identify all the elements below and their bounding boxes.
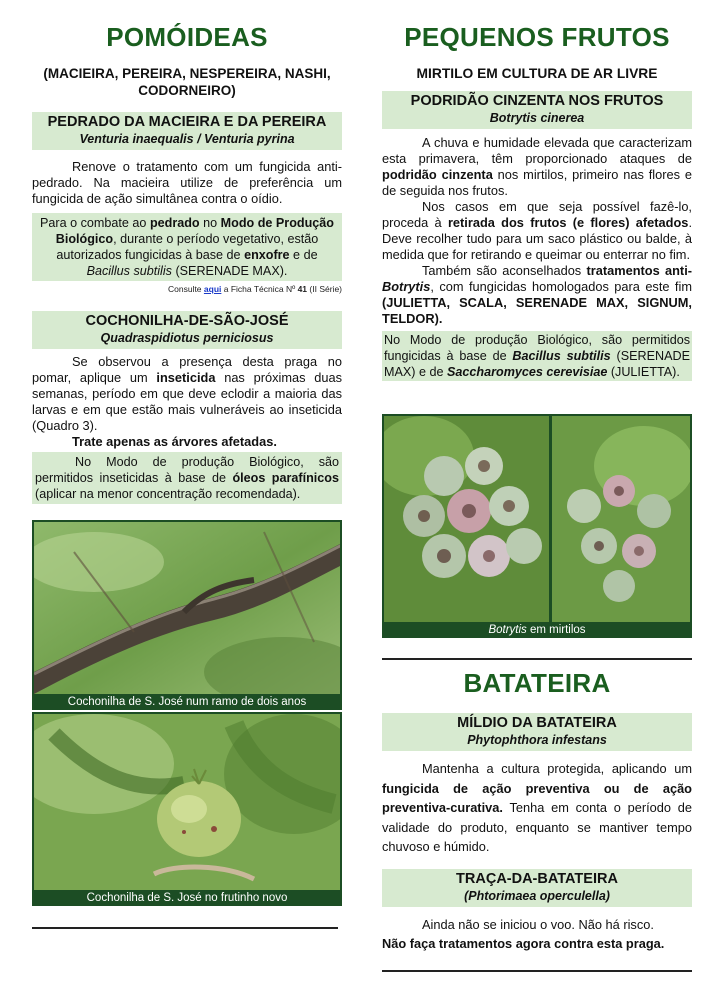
right-divider-2	[382, 970, 692, 972]
podridao-header	[382, 91, 692, 129]
traca-paragraph: Ainda não se iniciou o voo. Não há risco.	[422, 916, 654, 932]
right-divider-1	[382, 658, 692, 660]
photo-blueberries	[382, 414, 692, 624]
caption-blueberries: Botrytis em mirtilos	[382, 622, 692, 638]
podridao-title: PODRIDÃO CINZENTA NOS FRUTOS	[410, 93, 664, 109]
batateira-section	[382, 668, 692, 953]
section-subtitle-pomoideas: (MACIEIRA, PEREIRA, NESPEREIRA, NASHI, CODORNEIRO)	[43, 66, 331, 98]
pedrado-header	[32, 112, 342, 150]
section-subtitle-mirtilo: MIRTILO EM CULTURA DE AR LIVRE	[416, 66, 658, 81]
podridao-paragraph-1: A chuva e humidade elevada que caracterizam esta primavera, têm proporcionado ataques de podridão cinzenta nos mirtilos, primeiro nas flores e de seguida nos frutos.	[382, 135, 692, 198]
consult-note: Consulte aqui a Ficha Técnica Nº 41 (II Série)	[167, 284, 342, 294]
podridao-paragraph-2: Nos casos em que seja possível fazê-lo, proceda à retirada dos frutos (e flores) afetados. Deve recolher tudo para um saco plástico ou balde, à medida que for retirando e queimar ou enterrar no fim.	[382, 199, 692, 262]
section-title-batateira: BATATEIRA	[463, 668, 611, 698]
mildio-header	[382, 713, 692, 751]
photo-branch	[32, 520, 342, 710]
cochonilha-warning: Trate apenas as árvores afetadas.	[72, 434, 277, 449]
photo-fruit	[32, 712, 342, 896]
traca-warning: Não faça tratamentos agora contra esta praga.	[382, 935, 665, 951]
left-column	[32, 0, 342, 504]
traca-header	[382, 869, 692, 907]
pedrado-paragraph: Renove o tratamento com um fungicida anti-pedrado. Na macieira utilize de preferência um fungicida de ação simultânea contra o oídio.	[32, 159, 342, 206]
cochonilha-paragraph: Se observou a presença desta praga no pomar, aplique um inseticida nas próximas duas semanas, período em que deve eclodir a maioria das larvas e em que estão mais vulneráveis ao inseticida (Quadro 3).	[32, 354, 342, 433]
cochonilha-bio-note: No Modo de produção Biológico, são permitidos inseticidas à base de óleos parafínicos (aplicar na menor concentração recomendada).	[32, 452, 342, 504]
left-divider	[32, 927, 338, 929]
traca-title: TRAÇA-DA-BATATEIRA	[456, 870, 618, 887]
traca-scientific: (Phtorimaea operculella)	[464, 888, 610, 903]
mildio-paragraph: Mantenha a cultura protegida, aplicando um fungicida de ação preventiva ou de ação preventiva-curativa. Tenha em conta o período de validade do produto, enquanto se mantiver tempo chuvoso e húmido.	[382, 761, 692, 854]
blueberries-illustration	[384, 416, 690, 622]
right-column	[382, 0, 692, 381]
caption-branch: Cochonilha de S. José num ramo de dois anos	[32, 694, 342, 710]
pedrado-bio-note: Para o combate ao pedrado no Modo de Produção Biológico, durante o período vegetativo, estão autorizados fungicidas à base de enxofre e de Bacillus subtilis (SERENADE MAX).	[32, 213, 342, 281]
cochonilha-header	[32, 311, 342, 349]
podridao-bio-note: No Modo de produção Biológico, são permitidos fungicidas à base de Bacillus subtilis (SERENADE MAX) e de Saccharomyces cerevisiae (JULIETTA).	[384, 333, 690, 379]
pedrado-title: PEDRADO DA MACIEIRA E DA PEREIRA	[47, 114, 327, 130]
podridao-scientific: Botrytis cinerea	[489, 111, 585, 125]
section-title-pequenos-frutos: PEQUENOS FRUTOS	[404, 22, 670, 52]
cochonilha-scientific: Quadraspidiotus perniciosus	[100, 331, 274, 345]
section-title-pomoideas: POMÓIDEAS	[106, 22, 268, 52]
cochonilha-title: COCHONILHA-DE-SÃO-JOSÉ	[85, 313, 289, 329]
branch-illustration	[34, 522, 342, 710]
mildio-title: MÍLDIO DA BATATEIRA	[457, 715, 617, 731]
fruit-illustration	[34, 714, 342, 896]
pedrado-scientific: Venturia inaequalis / Venturia pyrina	[79, 132, 295, 146]
podridao-paragraph-3: Também são aconselhados tratamentos anti-Botrytis, com fungicidas homologados para este fim (JULIETTA, SCALA, SERENADE MAX, SIGNUM, TELDOR).	[382, 263, 693, 326]
consult-link[interactable]: aqui	[203, 284, 222, 294]
caption-fruit: Cochonilha de S. José no frutinho novo	[32, 890, 342, 906]
mildio-scientific: Phytophthora infestans	[467, 733, 607, 747]
